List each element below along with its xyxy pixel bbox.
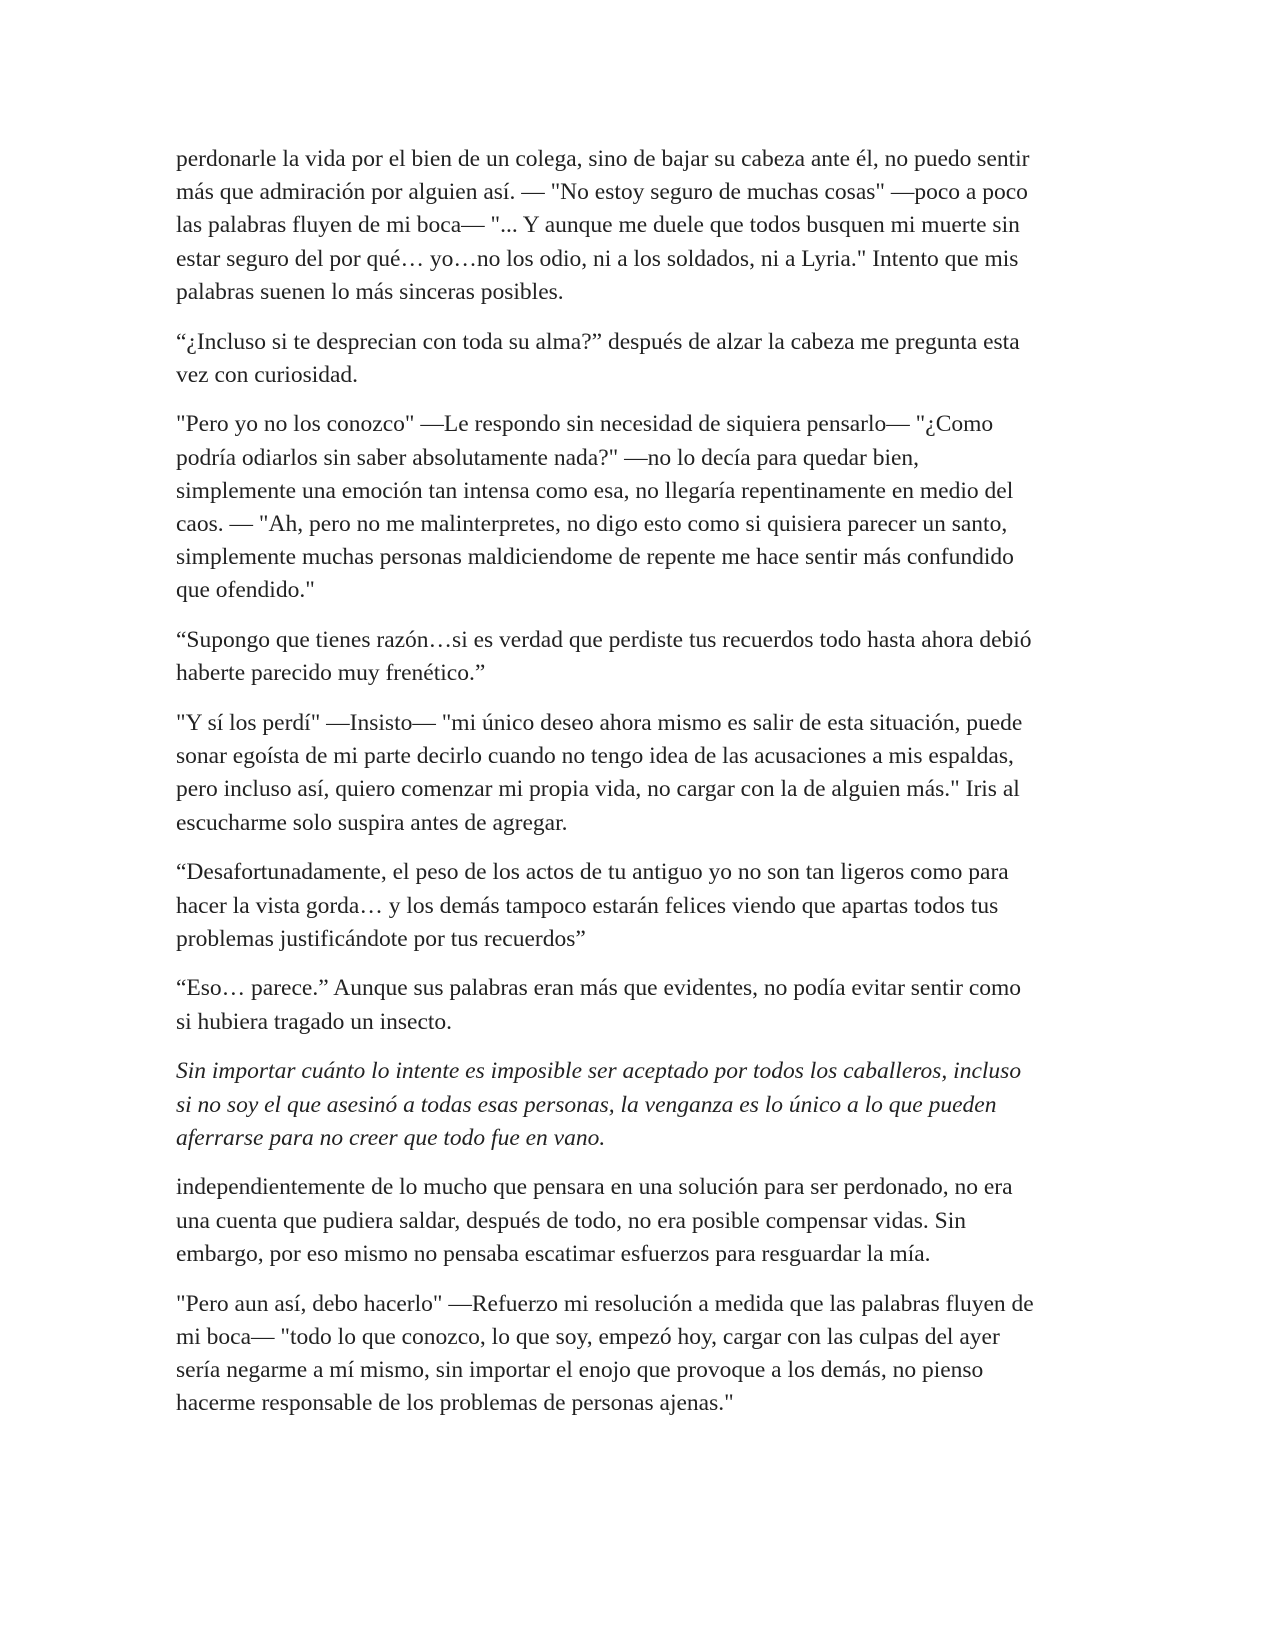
text-line: palabras suenen lo más sinceras posibles. — [176, 278, 564, 305]
text-line: vez con curiosidad. — [176, 361, 359, 388]
text-line: "Pero aun así, debo hacerlo" —Refuerzo mi resolución a medida que las palabras fluyen de — [176, 1290, 1034, 1317]
paragraph — [176, 1288, 1096, 1421]
text-line: “Supongo que tienes razón…si es verdad que perdiste tus recuerdos todo hasta ahora debió — [176, 627, 1032, 654]
text-line: más que admiración por alguien así. — "No estoy seguro de muchas cosas" —poco a poco — [176, 179, 1028, 206]
text-line: las palabras fluyen de mi boca— "... Y aunque me duele que todos busquen mi muerte sin — [176, 212, 1020, 239]
text-line: escucharme solo suspira antes de agregar. — [176, 809, 568, 836]
text-line: sonar egoísta de mi parte decirlo cuando no tengo idea de las acusaciones a mis espaldas, — [176, 743, 1014, 770]
text-line: mi boca— "todo lo que conozco, lo que soy, empezó hoy, cargar con las culpas del ayer — [176, 1323, 1000, 1350]
text-line: perdonarle la vida por el bien de un colega, sino de bajar su cabeza ante él, no puedo sentir — [176, 146, 1030, 172]
paragraph — [176, 624, 1096, 690]
body-text — [176, 143, 1096, 1437]
text-line: "Y sí los perdí" —Insisto— "mi único deseo ahora mismo es salir de esta situación, puede — [176, 710, 1023, 737]
text-line: hacerme responsable de los problemas de personas ajenas." — [176, 1390, 734, 1417]
text-line: aferrarse para no creer que todo fue en vano. — [176, 1124, 606, 1151]
text-line: una cuenta que pudiera saldar, después de todo, no era posible compensar vidas. Sin — [176, 1207, 966, 1234]
text-line: “¿Incluso si te desprecian con toda su alma?” después de alzar la cabeza me pregunta esta — [176, 328, 1020, 355]
italic-paragraph — [176, 1055, 1096, 1155]
text-line: caos. — "Ah, pero no me malinterpretes, no digo esto como si quisiera parecer un santo, — [176, 511, 1008, 538]
text-line: “Eso… parece.” Aunque sus palabras eran más que evidentes, no podía evitar sentir como — [176, 975, 1022, 1002]
paragraph — [176, 856, 1096, 956]
text-line: “Desafortunadamente, el peso de los actos de tu antiguo yo no son tan ligeros como para — [176, 859, 1009, 886]
paragraph — [176, 707, 1096, 840]
text-line: simplemente una emoción tan intensa como esa, no llegaría repentinamente en medio del — [176, 477, 1014, 504]
text-line: estar seguro del por qué… yo…no los odio, ni a los soldados, ni a Lyria." Intento que mis — [176, 245, 1019, 272]
text-line: que ofendido." — [176, 577, 315, 604]
text-line: si hubiera tragado un insecto. — [176, 1008, 453, 1035]
text-line: Sin importar cuánto lo intente es imposible ser aceptado por todos los caballeros, incluso — [176, 1058, 1022, 1085]
paragraph — [176, 408, 1096, 607]
text-line: independientemente de lo mucho que pensara en una solución para ser perdonado, no era — [176, 1174, 1013, 1201]
text-line: embargo, por eso mismo no pensaba escatimar esfuerzos para resguardar la mía. — [176, 1240, 931, 1267]
text-line: podría odiarlos sin saber absolutamente nada?" —no lo decía para quedar bien, — [176, 444, 920, 471]
text-line: pero incluso así, quiero comenzar mi propia vida, no cargar con la de alguien más." Iris al — [176, 776, 1020, 803]
text-line: problemas justificándote por tus recuerdos” — [176, 925, 586, 952]
paragraph — [176, 972, 1096, 1038]
text-line: haberte parecido muy frenético.” — [176, 660, 486, 687]
paragraph — [176, 326, 1096, 392]
text-line: "Pero yo no los conozco" —Le respondo sin necesidad de siquiera pensarlo— "¿Como — [176, 411, 994, 438]
text-line: sería negarme a mí mismo, sin importar el enojo que provoque a los demás, no pienso — [176, 1357, 984, 1383]
text-line: simplemente muchas personas maldiciendome de repente me hace sentir más confundido — [176, 544, 1014, 571]
text-line: si no soy el que asesinó a todas esas personas, la venganza es lo único a lo que pueden — [176, 1091, 997, 1118]
paragraph — [176, 143, 1096, 309]
paragraph — [176, 1171, 1096, 1271]
text-line: hacer la vista gorda… y los demás tampoco estarán felices viendo que apartas todos tus — [176, 892, 999, 919]
